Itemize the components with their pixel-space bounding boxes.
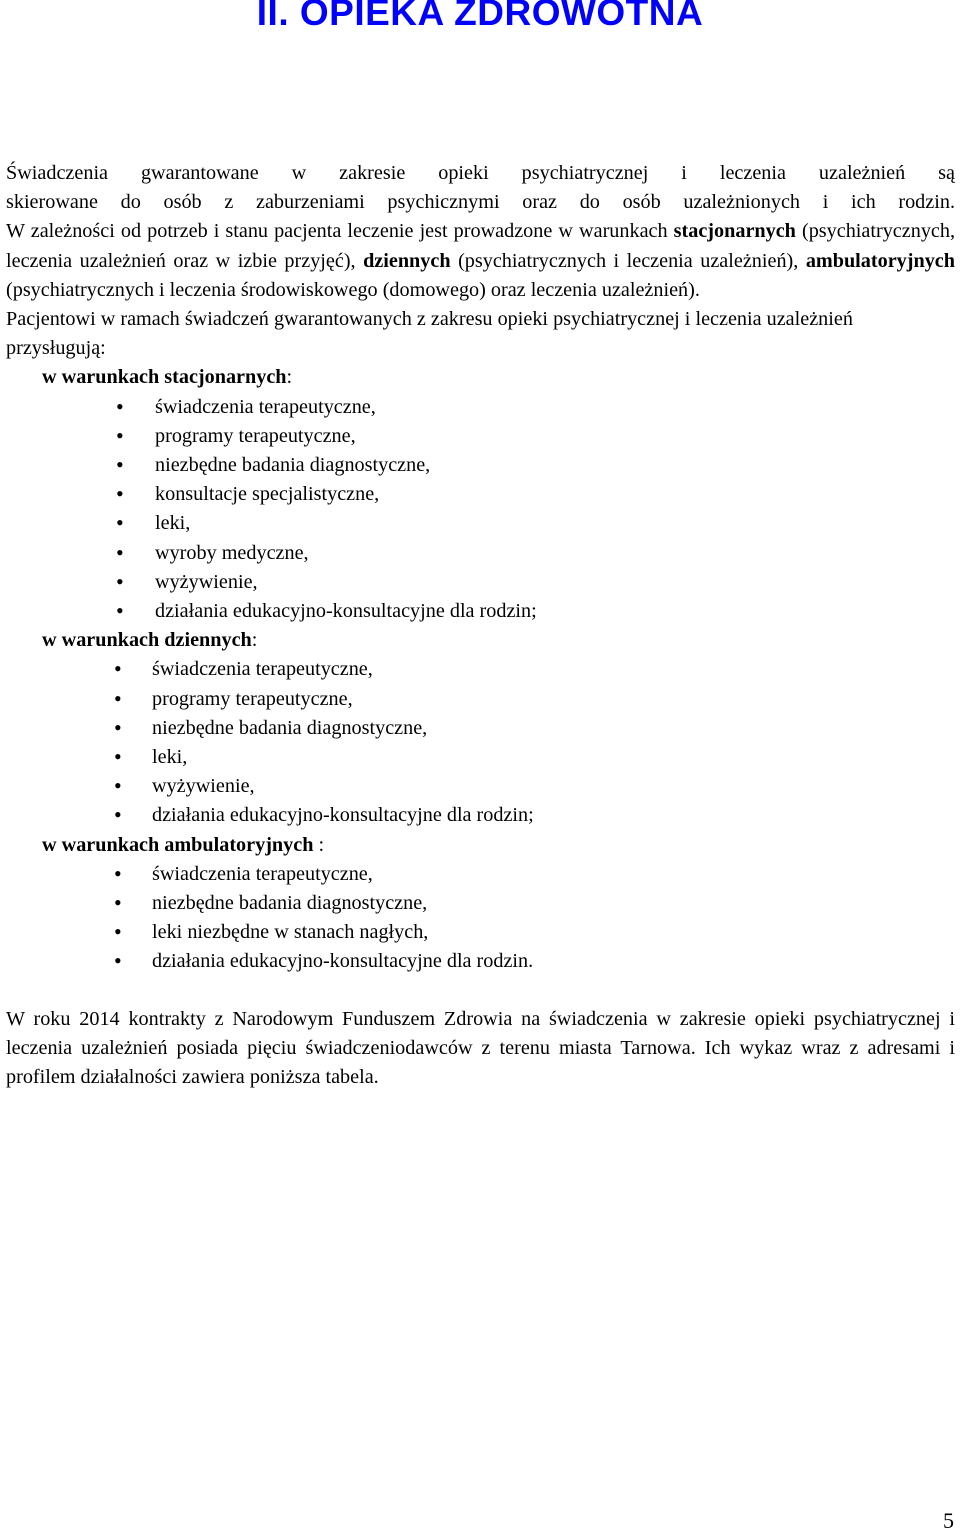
conditions-text-1: W zależności od potrzeb i stanu pacjenta leczenie jest prowadzone w warunkach bbox=[6, 220, 668, 243]
intro-line-1: Świadczenia gwarantowane w zakresie opieki psychiatrycznej i leczenia uzależnień są bbox=[6, 162, 955, 184]
list-item: • działania edukacyjno-konsultacyjne dla rodzin. bbox=[6, 947, 955, 976]
intro-line-2: skierowane do osób z zaburzeniami psychicznymi oraz do osób uzależnionych i ich rodzin. bbox=[6, 191, 955, 214]
closing-paragraph: W roku 2014 kontrakty z Narodowym Funduszem Zdrowia na świadczenia w zakresie opieki psychiatrycznej i leczenia uzależnień posiada pięciu świadczeniodawców z terenu miasta Tarnowa. Ich wykaz wraz z adresami i profilem działalności zawiera poniższa tabela. bbox=[6, 1007, 955, 1089]
list-item: • niezbędne badania diagnostyczne, bbox=[6, 451, 955, 480]
conditions-dziennych: dziennych bbox=[363, 249, 451, 272]
list-dzienne bbox=[6, 655, 955, 830]
list-item: • świadczenia terapeutyczne, bbox=[6, 860, 955, 889]
list-item: • wyżywienie, bbox=[6, 568, 955, 597]
list-stacjonarne bbox=[6, 393, 955, 627]
conditions-ambulatoryjnych: ambulatoryjnych bbox=[805, 249, 955, 272]
list-item: • niezbędne badania diagnostyczne, bbox=[6, 714, 955, 743]
list-item: • wyżywienie, bbox=[6, 772, 955, 801]
list-item: • działania edukacyjno-konsultacyjne dla rodzin; bbox=[6, 801, 955, 830]
conditions-paragraph bbox=[6, 217, 955, 305]
page-title: II. OPIEKA ZDROWOTNA bbox=[256, 0, 704, 33]
page-number: 5 bbox=[943, 1508, 954, 1533]
list-item: • leki, bbox=[6, 509, 955, 538]
entitlements-intro: Pacjentowi w ramach świadczeń gwarantowanych z zakresu opieki psychiatrycznej i leczenia uzależnień przysługują: bbox=[6, 308, 853, 360]
list-item: • świadczenia terapeutyczne, bbox=[6, 655, 955, 684]
list-item: • leki niezbędne w stanach nagłych, bbox=[6, 918, 955, 947]
conditions-text-3: (psychiatrycznych i leczenia uzależnień), bbox=[450, 249, 806, 272]
list-item: • programy terapeutyczne, bbox=[6, 685, 955, 714]
conditions-text-4: (psychiatrycznych i leczenia środowiskowego (domowego) oraz leczenia uzależnień). bbox=[6, 278, 700, 301]
conditions-text-2: (psychiatrycznych, leczenia uzależnień oraz w izbie przyjęć), bbox=[6, 220, 956, 272]
list-item: • konsultacje specjalistyczne, bbox=[6, 480, 955, 509]
section-heading-ambulatoryjne: w warunkach ambulatoryjnych : bbox=[42, 833, 325, 856]
list-item: • programy terapeutyczne, bbox=[6, 422, 955, 451]
list-item: • niezbędne badania diagnostyczne, bbox=[6, 889, 955, 918]
conditions-stacjonarnych: stacjonarnych bbox=[673, 220, 796, 243]
section-heading-stacjonarne: w warunkach stacjonarnych: bbox=[42, 366, 293, 389]
list-item: • leki, bbox=[6, 743, 955, 772]
list-item: • wyroby medyczne, bbox=[6, 539, 955, 568]
document-body bbox=[6, 159, 955, 1092]
section-heading-dzienne: w warunkach dziennych: bbox=[42, 629, 258, 652]
list-item: • działania edukacyjno-konsultacyjne dla rodzin; bbox=[6, 597, 955, 626]
list-ambulatoryjne bbox=[6, 860, 955, 977]
list-item: • świadczenia terapeutyczne, bbox=[6, 393, 955, 422]
